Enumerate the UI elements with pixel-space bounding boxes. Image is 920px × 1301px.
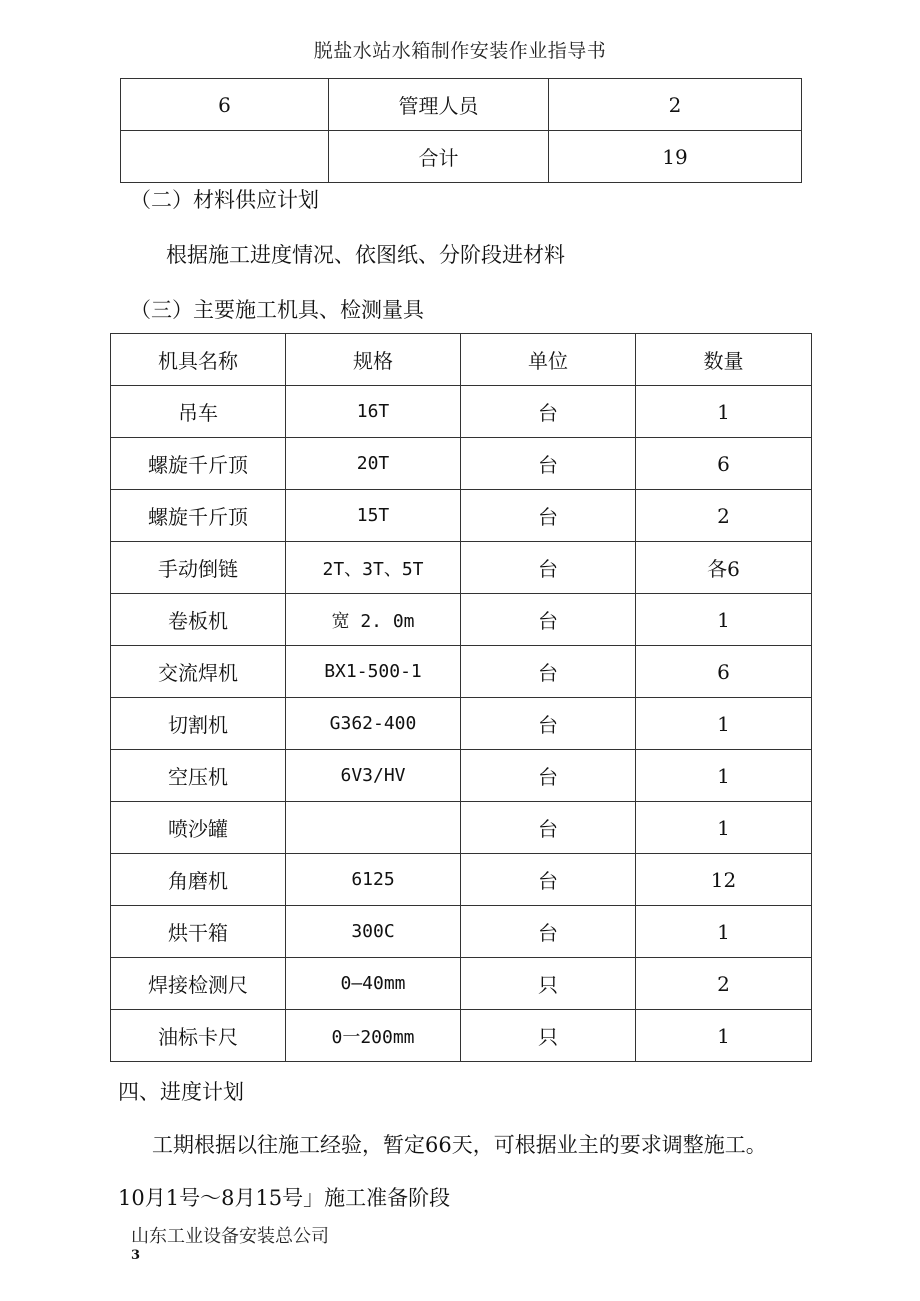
tool-spec-cell: 0一200mm xyxy=(286,1010,461,1062)
tool-name-cell: 烘干箱 xyxy=(111,906,286,958)
column-header-spec: 规格 xyxy=(286,334,461,386)
table-row xyxy=(121,79,802,131)
table-row xyxy=(111,1010,812,1062)
table-row xyxy=(111,802,812,854)
table-row xyxy=(111,542,812,594)
schedule-phase-line: 10月1号～8月15号」施工准备阶段 xyxy=(118,1186,451,1210)
tool-spec-cell: 宽 2. 0m xyxy=(286,594,461,646)
tool-spec-cell: 20T xyxy=(286,438,461,490)
section-heading-schedule: 四、进度计划 xyxy=(118,1080,244,1104)
table-row xyxy=(111,438,812,490)
tool-spec-cell: 6125 xyxy=(286,854,461,906)
table-row xyxy=(111,646,812,698)
tools-table-body xyxy=(111,386,812,1062)
tool-spec-cell: 15T xyxy=(286,490,461,542)
staff-no-cell: 6 xyxy=(121,79,329,131)
tool-qty-cell: 1 xyxy=(636,906,812,958)
tool-qty-cell: 1 xyxy=(636,802,812,854)
tool-spec-cell: 2T、3T、5T xyxy=(286,542,461,594)
tool-unit-cell: 台 xyxy=(461,646,636,698)
tool-spec-cell: G362-400 xyxy=(286,698,461,750)
tool-name-cell: 空压机 xyxy=(111,750,286,802)
staff-count-cell: 2 xyxy=(549,79,802,131)
table-row xyxy=(121,131,802,183)
tool-name-cell: 螺旋千斤顶 xyxy=(111,438,286,490)
tool-spec-cell: 300C xyxy=(286,906,461,958)
tool-qty-cell: 2 xyxy=(636,490,812,542)
tool-name-cell: 焊接检测尺 xyxy=(111,958,286,1010)
staff-role-cell: 管理人员 xyxy=(329,79,549,131)
tool-unit-cell: 台 xyxy=(461,594,636,646)
tool-unit-cell: 台 xyxy=(461,438,636,490)
staff-no-cell xyxy=(121,131,329,183)
column-header-unit: 单位 xyxy=(461,334,636,386)
table-row xyxy=(111,958,812,1010)
staff-role-cell: 合计 xyxy=(329,131,549,183)
tool-qty-cell: 1 xyxy=(636,750,812,802)
tool-spec-cell: 0—40mm xyxy=(286,958,461,1010)
table-row xyxy=(111,490,812,542)
tool-name-cell: 喷沙罐 xyxy=(111,802,286,854)
tool-qty-cell: 12 xyxy=(636,854,812,906)
tools-table xyxy=(110,333,812,1062)
tool-qty-cell: 6 xyxy=(636,438,812,490)
table-row xyxy=(111,698,812,750)
tool-unit-cell: 台 xyxy=(461,698,636,750)
tool-spec-cell: BX1-500-1 xyxy=(286,646,461,698)
tool-qty-cell: 1 xyxy=(636,698,812,750)
tool-qty-cell: 6 xyxy=(636,646,812,698)
tool-unit-cell: 只 xyxy=(461,1010,636,1062)
section-heading-tools: （三）主要施工机具、检测量具 xyxy=(130,298,424,322)
tool-unit-cell: 台 xyxy=(461,854,636,906)
tool-qty-cell: 1 xyxy=(636,594,812,646)
staff-count-cell: 19 xyxy=(549,131,802,183)
footer-company-name: 山东工业设备安装总公司 xyxy=(131,1226,329,1247)
tool-name-cell: 卷板机 xyxy=(111,594,286,646)
tool-name-cell: 吊车 xyxy=(111,386,286,438)
table-row xyxy=(111,386,812,438)
column-header-name: 机具名称 xyxy=(111,334,286,386)
staff-table xyxy=(120,78,802,183)
tool-qty-cell: 1 xyxy=(636,386,812,438)
tool-qty-cell: 各6 xyxy=(636,542,812,594)
tool-name-cell: 切割机 xyxy=(111,698,286,750)
document-header-title: 脱盐水站水箱制作安装作业指导书 xyxy=(313,40,607,62)
page-number: 3 xyxy=(131,1248,141,1263)
column-header-qty: 数量 xyxy=(636,334,812,386)
tool-unit-cell: 只 xyxy=(461,958,636,1010)
tool-unit-cell: 台 xyxy=(461,802,636,854)
table-row xyxy=(111,854,812,906)
tool-spec-cell: 16T xyxy=(286,386,461,438)
tool-unit-cell: 台 xyxy=(461,386,636,438)
tool-spec-cell xyxy=(286,802,461,854)
tool-name-cell: 手动倒链 xyxy=(111,542,286,594)
materials-paragraph: 根据施工进度情况、依图纸、分阶段进材料 xyxy=(166,243,565,267)
tool-qty-cell: 1 xyxy=(636,1010,812,1062)
tool-unit-cell: 台 xyxy=(461,542,636,594)
schedule-paragraph: 工期根据以往施工经验，暂定66天，可根据业主的要求调整施工。 xyxy=(152,1133,767,1157)
table-header-row xyxy=(111,334,812,386)
table-row xyxy=(111,594,812,646)
tool-unit-cell: 台 xyxy=(461,490,636,542)
tool-unit-cell: 台 xyxy=(461,750,636,802)
table-row xyxy=(111,750,812,802)
section-heading-materials: （二）材料供应计划 xyxy=(130,188,319,212)
tool-name-cell: 油标卡尺 xyxy=(111,1010,286,1062)
tool-unit-cell: 台 xyxy=(461,906,636,958)
tool-name-cell: 螺旋千斤顶 xyxy=(111,490,286,542)
tool-name-cell: 角磨机 xyxy=(111,854,286,906)
tool-qty-cell: 2 xyxy=(636,958,812,1010)
table-row xyxy=(111,906,812,958)
tool-name-cell: 交流焊机 xyxy=(111,646,286,698)
tool-spec-cell: 6V3/HV xyxy=(286,750,461,802)
